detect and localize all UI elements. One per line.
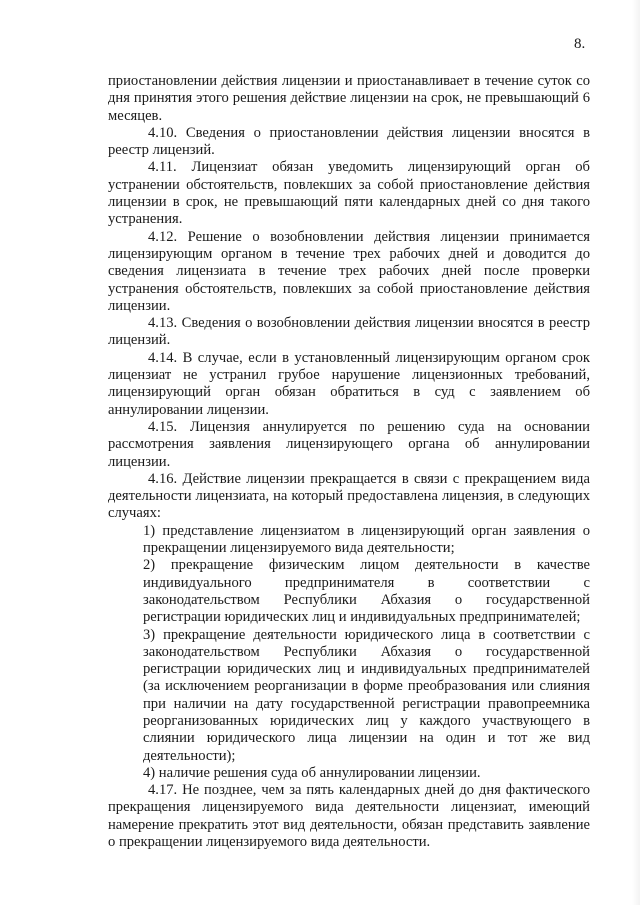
list-item-2: 2) прекращение физическим лицом деятельности в качестве индивидуального предпринимателя в соответствии с законодательством Республики Абхазия о государственной регистрации юридических лиц и индивидуальных предпринимателей; [143,557,590,626]
document-body [108,73,590,851]
scan-edge-shadow [632,0,640,905]
paragraph-4-13: 4.13. Сведения о возобновлении действия лицензии вносятся в реестр лицензий. [108,315,590,349]
paragraph-4-12: 4.12. Решение о возобновлении действия лицензии принимается лицензирующим органом в течение трех рабочих дней и доводится до сведения лицензиата в течение трех рабочих дней после проверки устранения обстоятельств, повлекших за собой приостановление действия лицензии. [108,228,590,314]
paragraph-4-16: 4.16. Действие лицензии прекращается в связи с прекращением вида деятельности лицензиата, на который предоставлена лицензия, в следующих случаях: [108,470,590,522]
paragraph-4-14: 4.14. В случае, если в установленный лицензирующим органом срок лицензиат не устранил грубое нарушение лицензионных требований, лицензирующий орган обязан обратиться в суд с заявлением об аннулировании лицензии. [108,349,590,418]
paragraph-4-10: 4.10. Сведения о приостановлении действия лицензии вносятся в реестр лицензий. [108,124,590,159]
list-item-1: 1) представление лицензиатом в лицензирующий орган заявления о прекращении лицензируемого вида деятельности; [143,522,590,557]
paragraph-4-11: 4.11. Лицензиат обязан уведомить лицензирующий орган об устранении обстоятельств, повлекших за собой приостановление действия лицензии в срок, не превышающий пяти календарных дней со дня такого устранения. [108,159,590,228]
list-item-4: 4) наличие решения суда об аннулировании лицензии. [143,764,481,781]
paragraph-4-15: 4.15. Лицензия аннулируется по решению суда на основании рассмотрения заявления лицензирующего органа об аннулировании лицензии. [108,418,590,470]
list-item-3: 3) прекращение деятельности юридического лица в соответствии с законодательством Республики Абхазия о государственной регистрации юридических лиц и индивидуальных предпринимателей (за исключением реорганизации в форме преобразования или слияния при наличии на дату государственной регистрации правопреемника реорганизованных юридических лиц у каждого участвующего в слиянии юридического лица лицензии на один и тот же вид деятельности); [143,626,590,764]
paragraph-continuation: приостановлении действия лицензии и приостанавливает в течение суток со дня принятия этого решения действие лицензии на срок, не превышающий 6 месяцев. [108,73,590,124]
page-number: 8. [574,36,586,52]
paragraph-4-17: 4.17. Не позднее, чем за пять календарных дней до дня фактического прекращения лицензируемого вида деятельности лицензиат, имеющий намерение прекратить этот вид деятельности, обязан представить заявление о прекращении лицензируемого вида деятельности. [108,782,590,851]
